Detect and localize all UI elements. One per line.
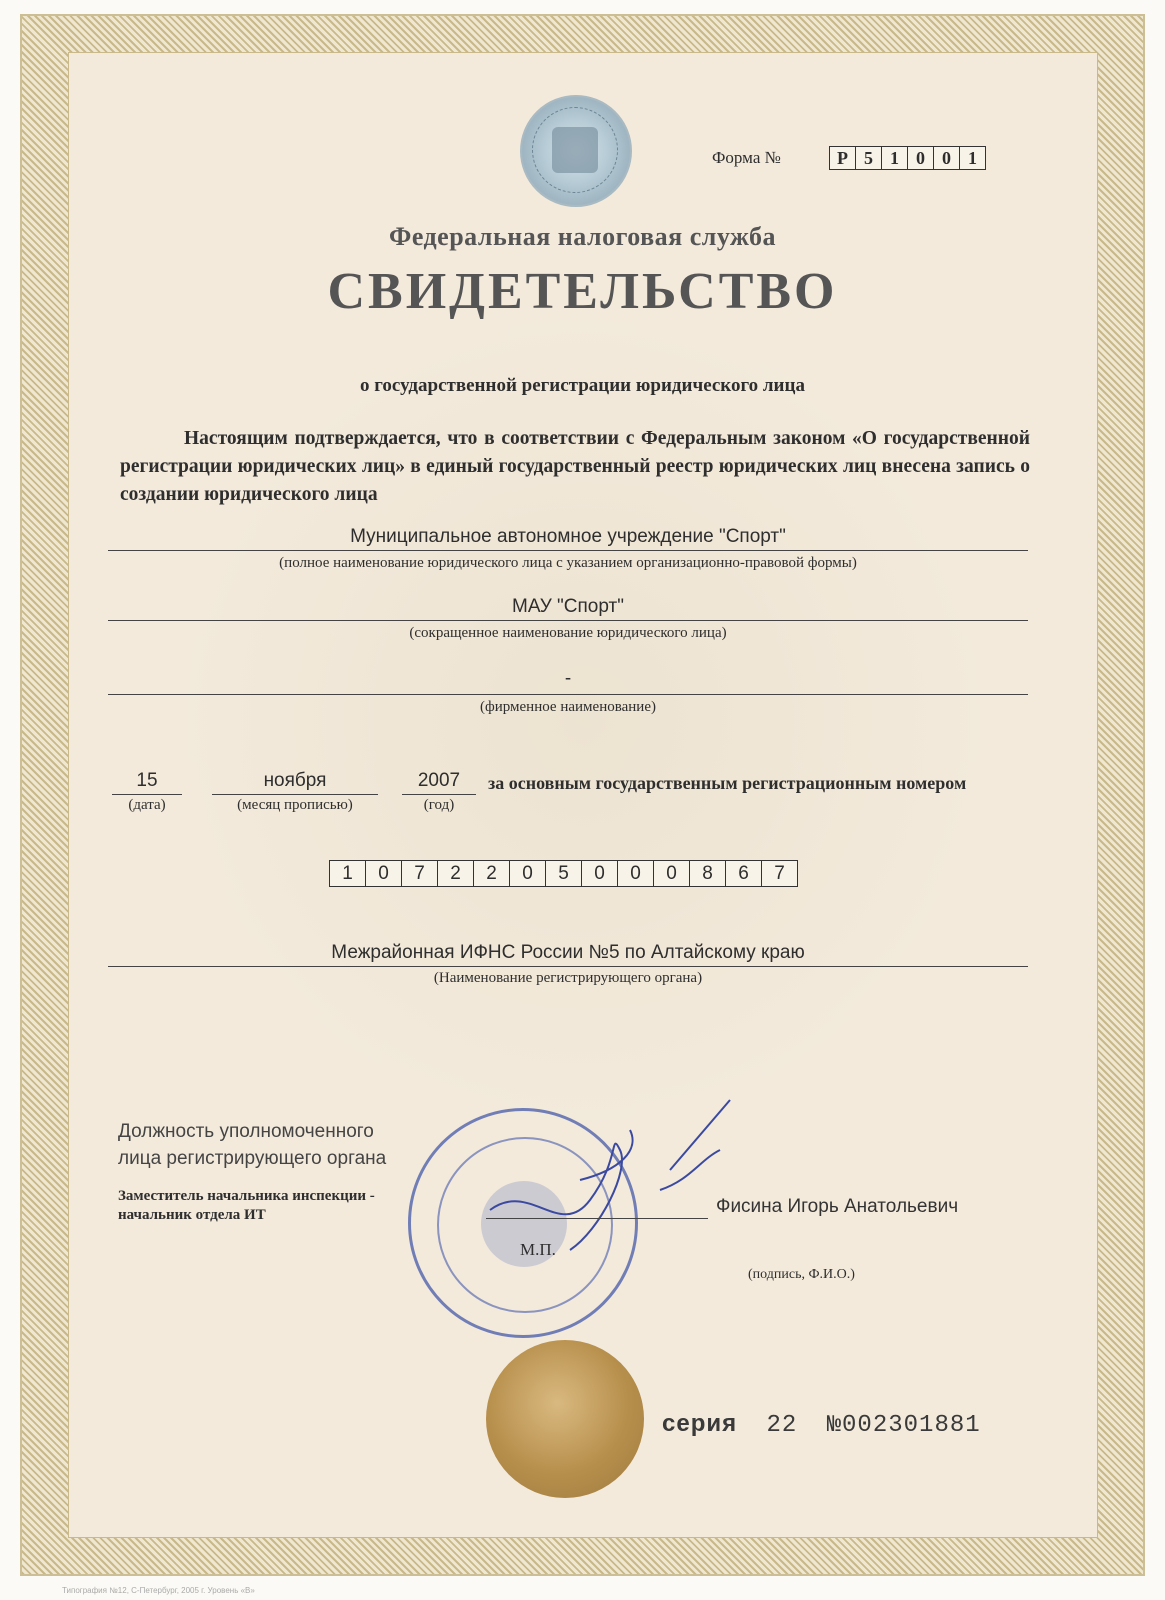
short-name-caption: (сокращенное наименование юридического лица) (409, 625, 727, 641)
form-code-cell: 1 (881, 146, 908, 170)
ogrn-number (330, 860, 798, 887)
document-title: СВИДЕТЕЛЬСТВО (327, 263, 838, 320)
date-day-caption: (дата) (128, 797, 166, 813)
date-year: 2007 (417, 770, 461, 791)
position-label-line-1: Должность уполномоченного (118, 1121, 374, 1142)
short-name-value: МАУ "Спорт" (512, 596, 624, 617)
gold-seal-icon (486, 1340, 644, 1498)
ogrn-cell: 2 (473, 860, 510, 887)
firm-name-value: - (564, 668, 572, 689)
registrar-value: Межрайонная ИФНС России №5 по Алтайскому краю (331, 942, 805, 963)
signature-caption: (подпись, Ф.И.О.) (748, 1267, 855, 1282)
date-day: 15 (136, 770, 158, 791)
serial-series: 22 (766, 1412, 798, 1439)
serial-number-value: №002301881 (826, 1412, 981, 1439)
ogrn-cell: 7 (401, 860, 438, 887)
form-code (830, 146, 986, 170)
date-month-line (212, 794, 378, 795)
form-code-cell: 0 (933, 146, 960, 170)
full-name-value: Муниципальное автономное учреждение "Спорт" (350, 526, 786, 547)
form-code-cell: 0 (907, 146, 934, 170)
ogrn-cell: 5 (545, 860, 582, 887)
ogrn-cell: 6 (725, 860, 762, 887)
date-year-line (402, 794, 476, 795)
date-day-line (112, 794, 182, 795)
handwritten-signature-icon (470, 1090, 750, 1260)
ogrn-label: за основным государственным регистрационным номером (488, 773, 967, 793)
firm-name-line (108, 694, 1028, 695)
ogrn-cell: 1 (329, 860, 366, 887)
date-month-caption: (месяц прописью) (237, 797, 353, 813)
signature-line (486, 1218, 708, 1219)
ogrn-cell: 0 (365, 860, 402, 887)
date-month: ноября (263, 770, 327, 791)
agency-name: Федеральная налоговая служба (388, 222, 776, 251)
position-value (118, 1187, 375, 1225)
registrar-caption: (Наименование регистрирующего органа) (433, 970, 703, 986)
full-name-line (108, 550, 1028, 551)
position-label (118, 1118, 386, 1172)
date-year-caption: (год) (423, 797, 455, 813)
signatory-name: Фисина Игорь Анатольевич (716, 1196, 959, 1217)
certification-paragraph: Настоящим подтверждается, что в соответствии с Федеральным законом «О государственной регистрации юридических лиц» в единый государственный реестр юридических лиц внесена запись о создании юридического лица (120, 428, 1030, 505)
printer-note: Типография №12, С-Петербург, 2005 г. Уровень «В» (62, 1586, 255, 1595)
hologram-emblem-icon (520, 95, 632, 207)
ogrn-cell: 7 (761, 860, 798, 887)
position-value-line-2: начальник отдела ИТ (118, 1207, 266, 1223)
ogrn-cell: 8 (689, 860, 726, 887)
serial-label: серия (662, 1410, 738, 1437)
form-code-cell: Р (829, 146, 856, 170)
position-label-line-2: лица регистрирующего органа (118, 1148, 387, 1169)
ogrn-cell: 0 (617, 860, 654, 887)
short-name-line (108, 620, 1028, 621)
ogrn-cell: 0 (581, 860, 618, 887)
form-label: Форма № (712, 148, 781, 167)
form-code-cell: 5 (855, 146, 882, 170)
document-subtitle: о государственной регистрации юридического лица (360, 375, 805, 396)
full-name-caption: (полное наименование юридического лица с указанием организационно-правовой формы) (279, 555, 857, 571)
position-value-line-1: Заместитель начальника инспекции - (118, 1188, 375, 1204)
registrar-line (108, 966, 1028, 967)
ogrn-cell: 0 (653, 860, 690, 887)
ogrn-cell: 0 (509, 860, 546, 887)
firm-name-caption: (фирменное наименование) (480, 699, 656, 715)
ogrn-cell: 2 (437, 860, 474, 887)
form-code-cell: 1 (959, 146, 986, 170)
seal-place-label: М.П. (520, 1240, 556, 1259)
serial-number (662, 1410, 981, 1439)
